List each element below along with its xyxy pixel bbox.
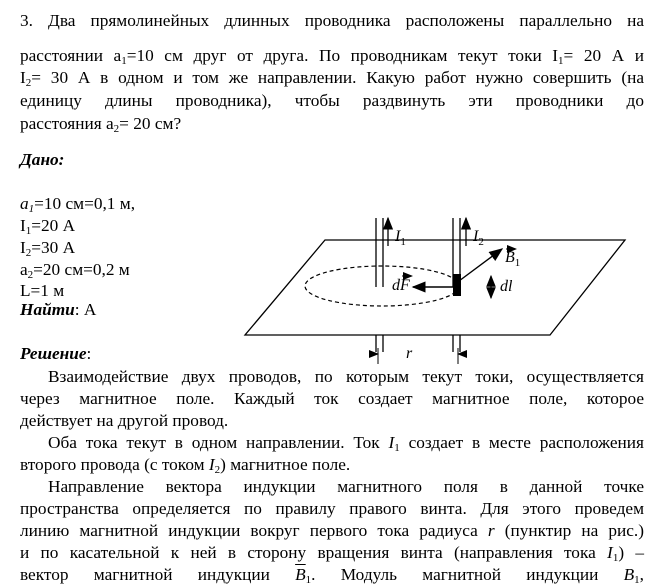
b1-vector [459,249,502,281]
problem-line-4: единицу длины проводника), чтобы раздвинуть эти проводники до [20,91,644,110]
problem-number: 3. [20,11,33,30]
label-i2: $I_2$ [473,228,484,248]
given-heading: Дано: [20,150,65,169]
given-length: L=1 м [20,281,65,300]
solution-heading: Решение: [20,344,92,363]
label-dl: dl [500,278,513,295]
solution-p1-line-3: действует на другой провод. [20,411,229,430]
solution-p1-line-2: через магнитное поле. Каждый ток создает магнитное поле, которое [20,389,644,408]
solution-p3-line-5: вектор магнитной индукции $\overline{B}_1$. Модуль магнитной индукции $B_1$, [20,565,644,586]
solution-p2-line-1: Оба тока текут в одном направлении. Ток $I_1$ создает в месте расположения [48,433,644,454]
element-dl [453,274,461,296]
given-a1: $a_1=10$ см=0,1 м, [20,194,136,215]
given-a2: $a_2=20$ см=0,2 м [20,260,130,281]
solution-p3-line-1: Направление вектора индукции магнитного поля в данной точке [48,477,644,496]
given-i2: $I_2=30$ А [20,238,76,259]
solution-p2-line-2: второго провода (с током $I_2$) магнитное поле. [20,455,351,476]
given-i1: $I_1=20$ А [20,216,76,237]
label-i1: $I_1$ [395,228,406,248]
solution-p3-line-4: и по касательной к ней в сторону вращения винта (направления тока $I_1$) – [20,543,644,564]
label-b1: $B_1$ [505,249,521,269]
solution-p3-line-3: линию магнитной индукции вокруг первого тока радиуса r (пунктир на рис.) [20,521,644,540]
solution-p1-line-1: Взаимодействие двух проводов, по которым текут токи, осуществляется [48,367,644,386]
find-line: Найти: А [20,300,97,319]
problem-line-5: расстояния $a_2= 20$ см? [20,114,182,135]
label-r: r [406,345,413,362]
solution-p3-line-2: пространства определяется по правилу правого винта. Для этого проведем [20,499,644,518]
problem-line-3: $I_2= 30$ А в одном и том же направлении. Какую работ нужно совершить (на [20,68,644,89]
problem-line-1: 3. Два прямолинейных длинных проводника расположены параллельно на [20,11,644,30]
label-df: dF [392,277,410,294]
field-line [305,266,459,306]
problem-line-2: расстоянии $a_1=10$ см друг от друга. По проводникам текут токи $I_1= 20$ А и [20,46,644,67]
